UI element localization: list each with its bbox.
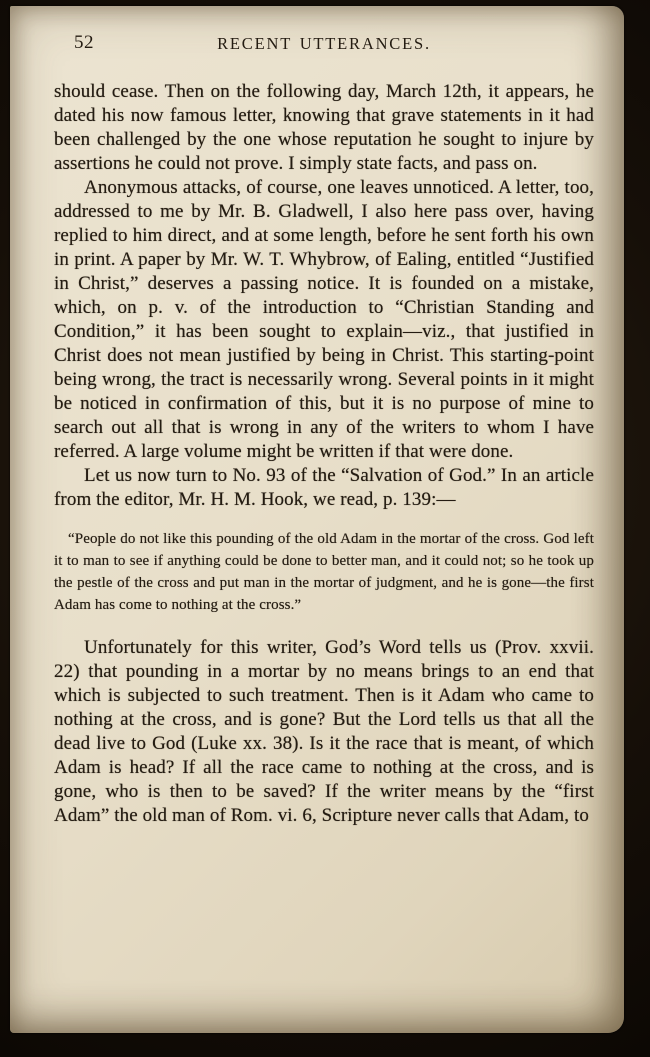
page-number: 52 (74, 32, 94, 53)
page-header (54, 30, 594, 56)
paragraph: Anonymous attacks, of course, one leaves unnoticed. A letter, too, addressed to me by Mr. B. Gladwell, I also here pass over, having replied to him direct, and at some length, before he sent forth his own in print. A paper by Mr. W. T. Whybrow, of Ealing, entitled “Justified in Christ,” deserves a passing notice. It is founded on a mistake, which, on p. v. of the introduction to “Christian Standing and Condition,” it has been sought to explain—viz., that justified in Christ does not mean justified by being in Christ. This starting-point being wrong, the tract is necessarily wrong. Several points in it might be noticed in confirmation of this, but it is no purpose of mine to search out all that is wrong in any of the writers to whom I have referred. A large volume might be written if that were done. (54, 177, 594, 462)
paragraph: Let us now turn to No. 93 of the “Salvation of God.” In an article from the editor, Mr. H. M. Hook, we read, p. 139:— (54, 465, 594, 510)
running-title: RECENT UTTERANCES. (217, 34, 431, 53)
paragraph: Unfortunately for this writer, God’s Word tells us (Prov. xxvii. 22) that pounding in a mortar by no means brings to an end that which is subjected to such treatment. Then is it Adam who came to nothing at the cross, and is gone? But the Lord tells us that all the dead live to God (Luke xx. 38). Is it the race that is meant, of which Adam is head? If all the race came to nothing at the cross, and is gone, who is then to be saved? If the writer means by the “first Adam” the old man of Rom. vi. 6, Scripture never calls that Adam, to (54, 637, 594, 826)
page-surface (10, 6, 624, 1033)
block-quote: “People do not like this pounding of the old Adam in the mortar of the cross. God left it to man to see if anything could be done to better man, and it could not; so he took up the pestle of the cross and put man in the mortar of judgment, and he is gone—the first Adam has come to nothing at the cross.” (54, 531, 594, 613)
paragraph-continuation: should cease. Then on the following day, March 12th, it appears, he dated his now famous letter, knowing that grave statements in it had been challenged by the one whose reputation he sought to injure by assertions he could not prove. I simply state facts, and pass on. (54, 81, 594, 174)
